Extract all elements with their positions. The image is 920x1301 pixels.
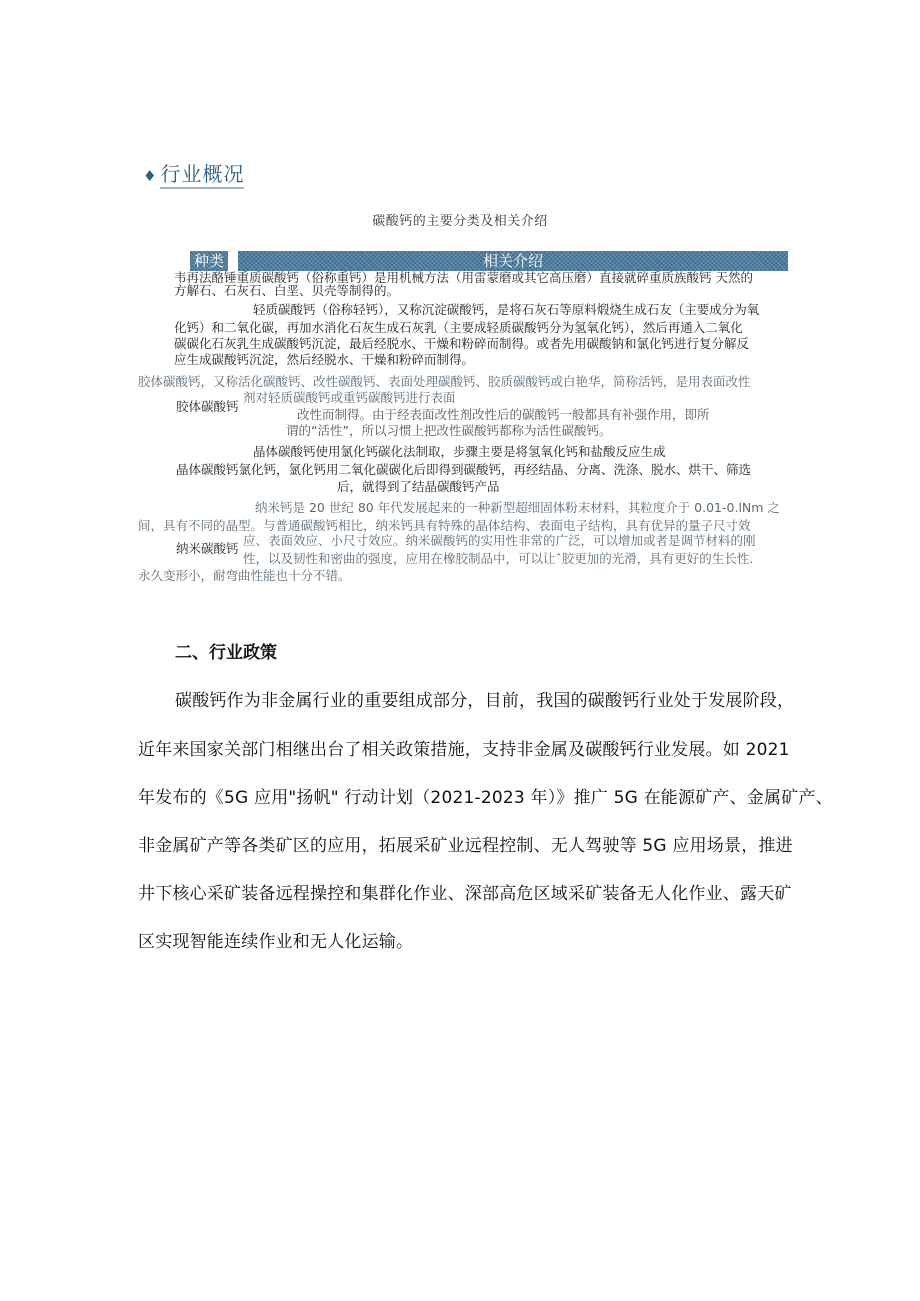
row-nano-line4: 性，以及韧性和密曲的强度，应用在橡胶制品中，可以让ˆ胶更加的光滑，具有更好的生长性.	[243, 551, 754, 566]
row-crystal-line3: 后，就得到了结晶碳酸钙产品	[337, 479, 500, 494]
section-heading-text: 行业概况	[160, 162, 244, 189]
row-colloid-line3: 改性而制得。由于经表面改性剂改性后的碳酸钙一般都具有补强作用，即所	[297, 407, 710, 422]
row-nano-line5: 永久变形小，耐弯曲性能也十分不错。	[138, 568, 351, 583]
row-light-line4: 应生成碳酸钙沉淀，然后经脱水、干燥和粉碎而制得。	[174, 352, 475, 367]
row-heavy-line1: 韦再法酪锤重质碳酸钙（俗称重钙）是用机械方法（用雷蒙磨或其它高压磨）直接就碎重质族酸钙 天然的	[174, 270, 753, 285]
table-caption: 碳酸钙的主要分类及相关介绍	[372, 214, 548, 229]
row-colloid-line1: 胶体碳酸钙，又称活化碳酸钙、改性碳酸钙、表面处理碳酸钙、胶质碳酸钙或白艳华，简称活钙，是用表面改性	[138, 374, 751, 389]
row-light-line3: 碳碳化石灰乳生成碳酸钙沉淀，最后经脱水、干燥和粉碎而制得。或者先用碳酸钠和氯化钙进行复分解反	[174, 336, 750, 351]
table-header-kind: 种类	[190, 251, 228, 271]
policy-line-2: 近年来国家关部门相继出台了相关政策措施，支持非金属及碳酸钙行业发展。如 2021	[138, 740, 790, 760]
row-colloid-line4: 谓的“活性”，所以习惯上把改性碳酸钙都称为活性碳酸钙。	[286, 423, 612, 438]
row-colloid-kind: 胶体碳酸钙	[176, 399, 239, 414]
row-heavy-line2: 方解石、石灰石、白垩、贝壳等制得的。	[174, 283, 400, 298]
row-crystal-line2: 晶体碳酸钙氯化钙，氯化钙用二氧化碳碳化后即得到碳酸钙，再经结晶、分离、洗涤、脱水、烘干、筛选	[176, 462, 752, 477]
section-heading	[143, 158, 244, 187]
table-header-intro: 相关介绍	[238, 251, 788, 271]
policy-line-1: 碳酸钙作为非金属行业的重要组成部分，目前，我国的碳酸钙行业处于发展阶段，	[175, 691, 795, 711]
policy-line-3: 年发布的《5G 应用"扬帆" 行动计划（2021-2023 年）》推广 5G 在能源矿产、金属矿产、	[138, 788, 833, 808]
row-nano-line2: 间，具有不同的晶型。与普通碳酸钙相比，纳米钙具有特殊的晶体结构、表面电子结构，具有优异的量子尺寸效	[138, 518, 751, 533]
row-colloid-line2: 剂对轻质碳酸钙或重钙碳酸钙进行表面	[243, 390, 456, 405]
policy-line-4: 非金属矿产等各类矿区的应用，拓展采矿业远程控制、无人驾驶等 5G 应用场景，推进	[138, 836, 793, 856]
row-nano-line3: 应、表面效应、小尺寸效应。纳米碳酸钙的实用性非常的广泛，可以增加或者是调节材料的刚	[243, 533, 756, 548]
row-light-line2: 化钙）和二氧化碳，再加水消化石灰生成石灰乳（主要成轻质碳酸钙分为氢氧化钙），然后再通入二氧化	[174, 320, 743, 335]
row-crystal-line1: 晶体碳酸钙使用氯化钙碳化法制取，步骤主要是将氢氧化钙和盐酸反应生成	[253, 444, 666, 459]
policy-line-5: 井下核心采矿装备远程操控和集群化作业、深部高危区域采矿装备无人化作业、露天矿	[138, 884, 792, 904]
policy-title: 二、行业政策	[175, 643, 277, 663]
row-nano-kind: 纳米碳酸钙	[176, 541, 239, 556]
row-nano-line1: 纳米钙是 20 世纪 80 年代发展起来的一种新型超细固体粉末材料，其粒度介于 0.01-0.lNm 之	[255, 500, 780, 515]
row-light-line1: 轻质碳酸钙（俗称轻钙），又称沉淀碳酸钙，是将石灰石等原料煅烧生成石友（主要成分为氧	[253, 302, 760, 317]
policy-line-6: 区实现智能连续作业和无人化运输。	[138, 932, 414, 952]
diamond-bullet-icon: ♦	[143, 167, 158, 185]
